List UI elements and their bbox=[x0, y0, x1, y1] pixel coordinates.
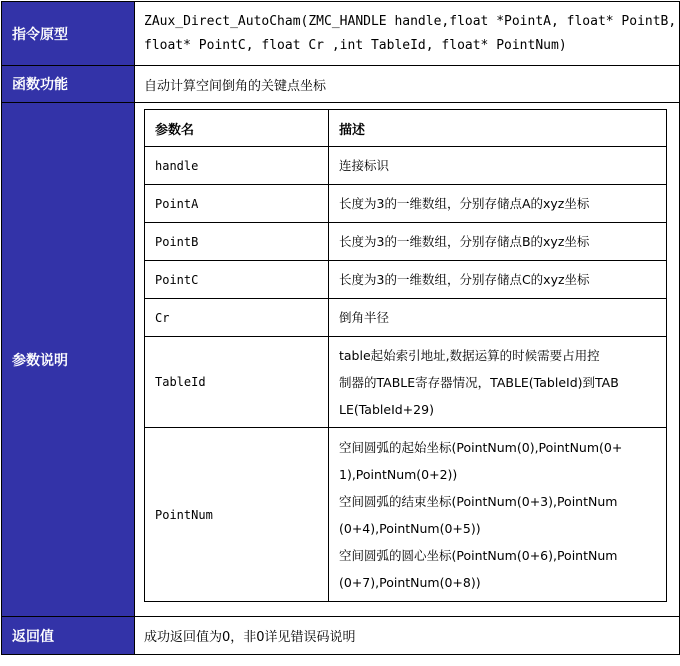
param-desc-line: 1),PointNum(0+2)) bbox=[339, 466, 458, 482]
param-row bbox=[145, 428, 667, 602]
params-label: 参数说明 bbox=[2, 103, 135, 617]
param-desc-line: (0+4),PointNum(0+5)) bbox=[339, 520, 481, 536]
params-header-name: 参数名 bbox=[145, 110, 329, 147]
prototype-line: ZAux_Direct_AutoCham(ZMC_HANDLE handle,float *PointA, float* PointB, bbox=[144, 13, 677, 29]
param-desc-line: 空间圆弧的结束坐标(PointNum(0+3),PointNum bbox=[339, 493, 618, 509]
return-label: 返回值 bbox=[2, 617, 135, 655]
param-desc-line: 制器的TABLE寄存器情况，TABLE(TableId)到TAB bbox=[339, 374, 619, 390]
param-desc-line: (0+7),PointNum(0+8)) bbox=[339, 574, 481, 590]
return-row bbox=[2, 617, 680, 655]
param-desc bbox=[329, 185, 667, 223]
params-container bbox=[135, 103, 680, 617]
param-desc-line: 连接标识 bbox=[339, 158, 390, 173]
prototype-value bbox=[135, 2, 680, 66]
param-desc bbox=[329, 428, 667, 602]
function-label: 函数功能 bbox=[2, 66, 135, 103]
param-row bbox=[145, 223, 667, 261]
param-desc bbox=[329, 337, 667, 428]
param-desc bbox=[329, 223, 667, 261]
param-row bbox=[145, 299, 667, 337]
param-name: PointC bbox=[145, 261, 329, 299]
param-desc-line: 倒角半径 bbox=[339, 310, 390, 325]
param-row bbox=[145, 337, 667, 428]
api-table bbox=[1, 1, 680, 655]
params-header-row bbox=[145, 110, 667, 147]
api-doc bbox=[1, 1, 679, 655]
param-desc bbox=[329, 299, 667, 337]
param-row bbox=[145, 147, 667, 185]
function-value: 自动计算空间倒角的关键点坐标 bbox=[135, 66, 680, 103]
param-row bbox=[145, 185, 667, 223]
param-desc-line: 空间圆弧的圆心坐标(PointNum(0+6),PointNum bbox=[339, 547, 618, 563]
param-name: handle bbox=[145, 147, 329, 185]
param-row bbox=[145, 261, 667, 299]
params-body bbox=[145, 147, 667, 602]
param-desc-line: 长度为3的一维数组，分别存储点B的xyz坐标 bbox=[339, 234, 590, 249]
params-header-desc: 描述 bbox=[329, 110, 667, 147]
prototype-row bbox=[2, 2, 680, 66]
prototype-label: 指令原型 bbox=[2, 2, 135, 66]
param-name: PointNum bbox=[145, 428, 329, 602]
param-desc-line: 长度为3的一维数组，分别存储点C的xyz坐标 bbox=[339, 272, 590, 287]
function-row bbox=[2, 66, 680, 103]
params-row bbox=[2, 103, 680, 617]
param-name: PointA bbox=[145, 185, 329, 223]
param-desc bbox=[329, 147, 667, 185]
param-desc-line: table起始索引地址,数据运算的时候需要占用控 bbox=[339, 347, 600, 363]
param-desc-line: 空间圆弧的起始坐标(PointNum(0),PointNum(0+ bbox=[339, 439, 623, 455]
param-desc-line: LE(TableId+29) bbox=[339, 401, 434, 417]
param-name: PointB bbox=[145, 223, 329, 261]
param-name: Cr bbox=[145, 299, 329, 337]
param-desc-line: 长度为3的一维数组，分别存储点A的xyz坐标 bbox=[339, 196, 590, 211]
param-desc bbox=[329, 261, 667, 299]
param-name: TableId bbox=[145, 337, 329, 428]
return-value: 成功返回值为0，非0详见错误码说明 bbox=[135, 617, 680, 655]
prototype-line: float* PointC, float Cr ,int TableId, float* PointNum) bbox=[144, 37, 567, 53]
params-table bbox=[144, 109, 667, 602]
